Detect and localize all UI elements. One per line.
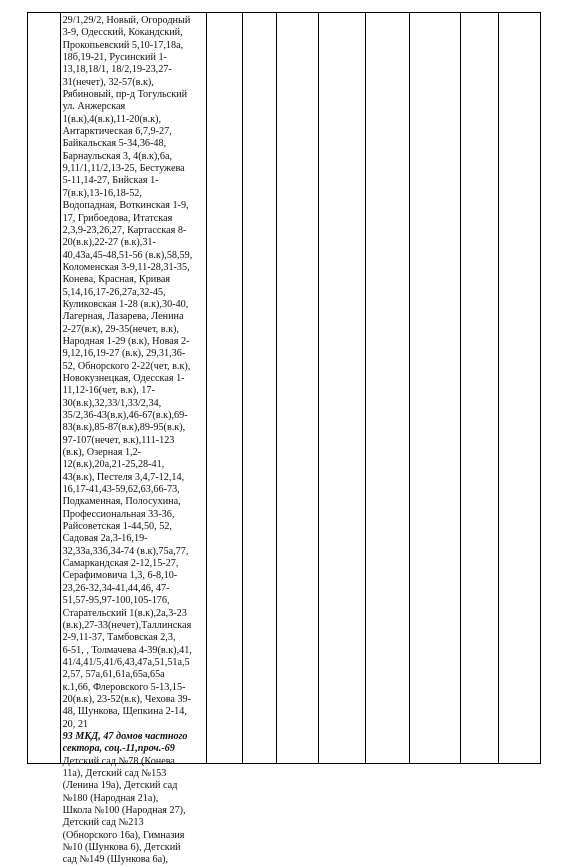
social-object-line: №10 (Шункова 6), Детский xyxy=(62,842,181,854)
table-cell-empty xyxy=(499,13,541,764)
social-object-line: Школа №100 (Народная 27), xyxy=(62,805,186,816)
address-line: 3-9, Одесский, Кокандский, xyxy=(62,27,183,39)
table-cell-empty xyxy=(243,13,277,764)
social-object-line: Детский сад №78 (Конева xyxy=(62,755,175,767)
address-line: Прокопьевский 5,10-17,18а, xyxy=(62,39,184,51)
social-object-line: Детский сад №213 xyxy=(62,817,144,829)
social-object-line: (Обнорского 16а), Гимназия xyxy=(62,829,185,841)
table-cell-empty xyxy=(318,13,366,764)
social-object-line: №180 (Народная 21а), xyxy=(62,792,159,804)
address-line: Лагерная, Лазарева, Ленина xyxy=(62,311,184,323)
address-line: Байкальская 5-34,36-48, xyxy=(62,138,167,150)
address-line: Рябиновый, пр-д Тогульский xyxy=(62,89,188,101)
table-cell-empty xyxy=(366,13,409,764)
address-line: 18б,19-21, Русинский 1- xyxy=(62,52,167,64)
address-line: 5,14,16,17-26,27а,32-45, xyxy=(62,286,166,298)
table-row xyxy=(28,13,541,764)
summary-line: 93 МКД, 47 домов частного xyxy=(62,730,188,742)
address-line: 2-9,11-37, Тамбовская 2,3, xyxy=(62,632,176,644)
address-line: 16,17-41,43-59,62,63,66-73, xyxy=(62,484,180,496)
table-cell-empty xyxy=(409,13,460,764)
address-line: 48, Шункова, Щепкина 2-14, xyxy=(62,706,187,718)
address-line: 17, Грибоедова, Итатская xyxy=(62,212,173,224)
address-line: 13,18,18/1, 18/2,19-23,27- xyxy=(62,64,172,76)
address-line: Садовая 2а,3-16,19- xyxy=(62,533,148,545)
social-object-line: сад №149 (Шункова 6а), xyxy=(62,854,169,866)
address-line: 2,57, 57а,61,61а,65а,65а xyxy=(62,669,165,681)
address-line: 43(в.к), Пестеля 3,4,7-12,14, xyxy=(62,471,185,483)
address-line: Барнаульская 3, 4(в.к),6а, xyxy=(62,150,173,162)
address-line: Куликовская 1-28 (в.к),30-40, xyxy=(62,298,189,310)
address-line: 1(в.к),4(в.к),11-20(в.к), xyxy=(62,113,162,125)
address-line: Конева, Красная, Кривая xyxy=(62,274,171,286)
social-object-line: 11а), Детский сад №153 xyxy=(62,767,167,779)
address-line: к.1,66, Флеровского 5-13,15- xyxy=(62,681,186,693)
address-line: 2,3,9-23,26,27, Картасская 8- xyxy=(62,224,187,236)
address-line: 20(в.к),22-27 (в.к),31- xyxy=(62,237,156,249)
address-line: Коломенская 3-9,11-28,31-35, xyxy=(62,261,190,273)
address-line: 41/4,41/5,41/6,43,47а,51,51а,5 xyxy=(62,656,190,668)
address-line: 51,57-95,97-100,105-176, xyxy=(62,595,170,607)
address-line: Старательский 1(в.к),2а,3-23 xyxy=(62,607,187,619)
address-line: 31(нечет), 32-57(в.к), xyxy=(62,76,154,88)
social-object-line: (Ленина 19а), Детский сад xyxy=(62,780,178,792)
address-line: 35/2,36-43(в.к),46-67(в.к),69- xyxy=(62,410,188,421)
table-cell-empty xyxy=(276,13,318,764)
address-line: ул. Анжерская xyxy=(62,101,126,113)
address-line: 7(в.к),13-16,18-52, xyxy=(62,187,142,199)
address-line: Подкаменная, Полосухина, xyxy=(62,496,181,508)
address-line: 23,26-32,34-41,44,46, 47- xyxy=(62,582,170,594)
address-line: Райсоветская 1-44,50, 52, xyxy=(62,521,172,533)
address-line: (в.к), Озерная 1,2- xyxy=(62,447,142,459)
address-line: Самаркандская 2-12,15-27, xyxy=(62,558,179,570)
address-line: 11,12-16(чет, в.к), 17- xyxy=(62,385,155,397)
address-line: Антарктическая 6,7,9-27, xyxy=(62,126,172,138)
table-cell-empty xyxy=(207,13,243,764)
address-line: 52, Обнорского 2-22(чет, в.к), xyxy=(62,360,191,372)
address-list xyxy=(61,13,207,866)
address-line: 32,33а,33б,34-74 (в.к),75а,77, xyxy=(62,545,189,557)
table-cell-addresses xyxy=(60,13,207,866)
table-cell-number xyxy=(28,13,61,764)
address-line: 40,43а,45-48,51-56 (в.к),58,59, xyxy=(62,249,193,261)
address-line: 29/1,29/2, Новый, Огородный xyxy=(62,15,191,26)
address-line: 9,12,16,19-27 (в.к), 29,31,36- xyxy=(62,348,186,360)
address-line: Серафимовича 1,3, 6-8,10- xyxy=(62,570,178,582)
address-line: Народная 1-29 (в.к), Новая 2- xyxy=(62,335,190,347)
address-line: 83(в.к),85-87(в.к),89-95(в.к), xyxy=(62,422,186,434)
address-line: 20(в.к), 23-52(в.к), Чехова 39- xyxy=(62,693,192,705)
address-line: 30(в.к),32,33/1,33/2,34, xyxy=(62,397,162,409)
table-cell-empty xyxy=(460,13,498,764)
addresses-table xyxy=(27,12,541,866)
address-line: Новокузнецкая, Одесская 1- xyxy=(62,372,185,384)
address-line: 20, 21 xyxy=(62,718,89,730)
address-line: 5-11,14-27, Бийская 1- xyxy=(62,175,159,187)
address-line: Профессиональная 33-36, xyxy=(62,508,175,520)
address-line: 12(в.к),20а,21-25,28-41, xyxy=(62,459,165,471)
address-line: 6-51, , Толмачева 4-39(в.к),41, xyxy=(62,644,192,656)
address-line: 2-27(в.к), 29-35(нечет, в.к), xyxy=(62,323,179,335)
address-line: Водопадная, Воткинская 1-9, xyxy=(62,200,189,212)
address-line: 9,11/1,11/2,13-25, Бестужева xyxy=(62,163,185,175)
address-line: 97-107(нечет, в.к),111-123 xyxy=(62,434,175,446)
address-line: (в.к),27-33(нечет),Таллинская xyxy=(62,619,192,631)
summary-line: сектора, соц.-11,проч.-69 xyxy=(62,743,175,755)
